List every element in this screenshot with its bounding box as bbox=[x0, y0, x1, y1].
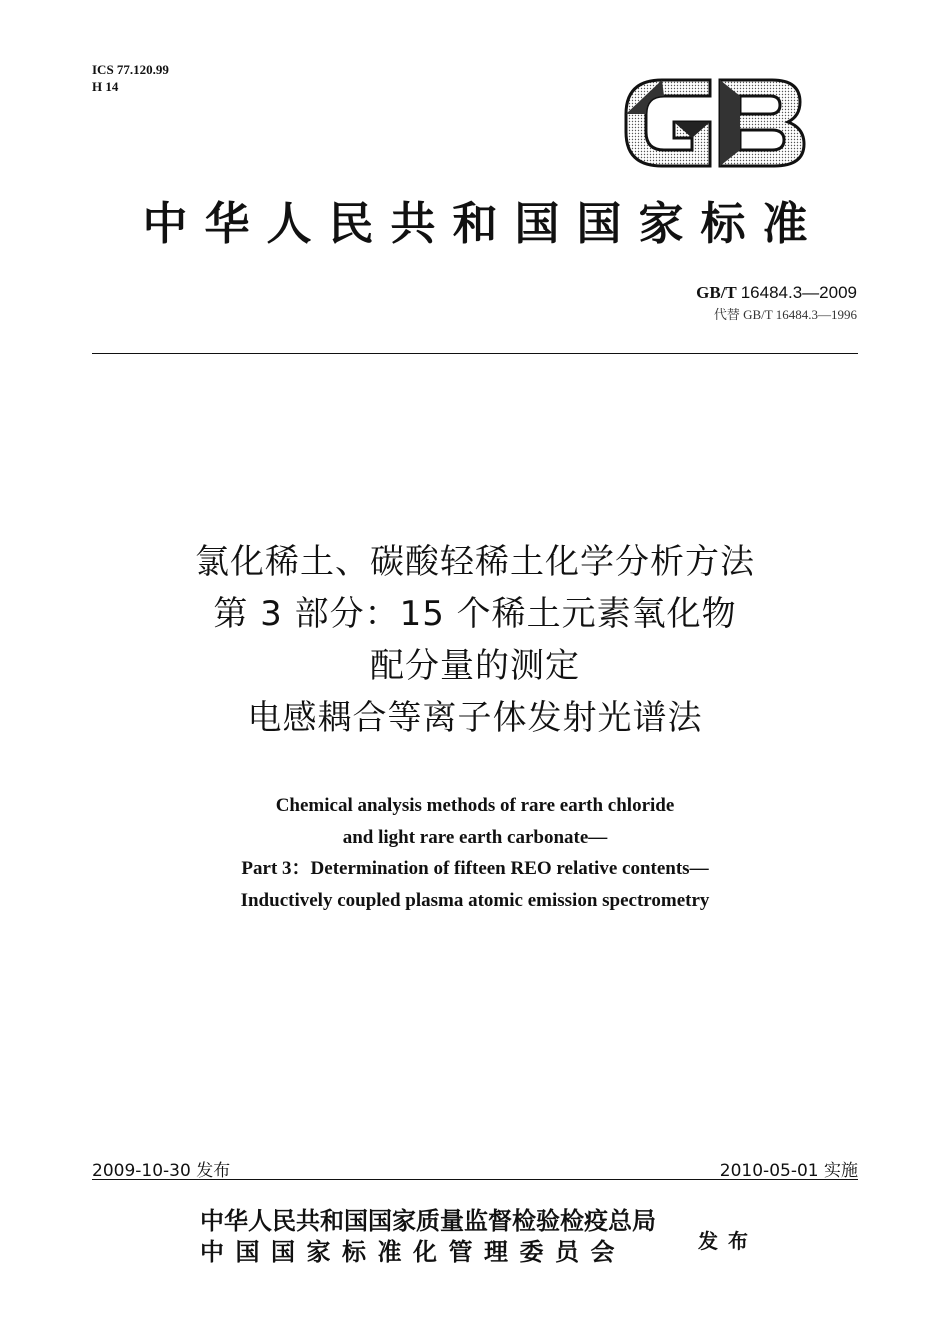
issuer-sac: 中国国家标准化管理委员会 bbox=[200, 1237, 626, 1266]
english-title-line: Inductively coupled plasma atomic emission spectrometry bbox=[240, 889, 710, 911]
national-standard-heading: 中华人民共和国国家标准 bbox=[142, 197, 825, 250]
implementation-date: 2010-05-01 实施 bbox=[719, 1161, 858, 1181]
standard-number-value: 16484.3—2009 bbox=[740, 283, 857, 302]
english-title bbox=[0, 790, 950, 916]
english-title-line: Part 3：Determination of fifteen REO relative contents— bbox=[241, 858, 709, 879]
standard-number bbox=[696, 283, 857, 303]
gb-logo-icon bbox=[622, 72, 808, 174]
english-title-line: and light rare earth carbonate— bbox=[342, 826, 608, 848]
standard-number-prefix: GB/T bbox=[696, 283, 737, 302]
bottom-divider bbox=[92, 1179, 858, 1180]
issuer-aqsiq: 中华人民共和国国家质量监督检验检疫总局 bbox=[200, 1206, 656, 1235]
chinese-title-line: 电感耦合等离子体发射光谱法 bbox=[247, 698, 703, 738]
ccs-code: H 14 bbox=[92, 79, 119, 94]
chinese-title-line: 第 3 部分：15 个稀土元素氧化物 bbox=[213, 594, 737, 634]
issue-date: 2009-10-30 发布 bbox=[92, 1161, 231, 1181]
top-divider bbox=[92, 353, 858, 354]
chinese-title bbox=[0, 536, 950, 744]
english-title-line: Chemical analysis methods of rare earth chloride bbox=[275, 795, 675, 816]
publish-label: 发布 bbox=[698, 1229, 758, 1253]
replaces-standard: 代替 GB/T 16484.3—1996 bbox=[713, 307, 857, 322]
ics-code: ICS 77.120.99 bbox=[92, 62, 169, 77]
chinese-title-line: 配分量的测定 bbox=[370, 646, 580, 686]
chinese-title-line: 氯化稀土、碳酸轻稀土化学分析方法 bbox=[195, 542, 755, 582]
